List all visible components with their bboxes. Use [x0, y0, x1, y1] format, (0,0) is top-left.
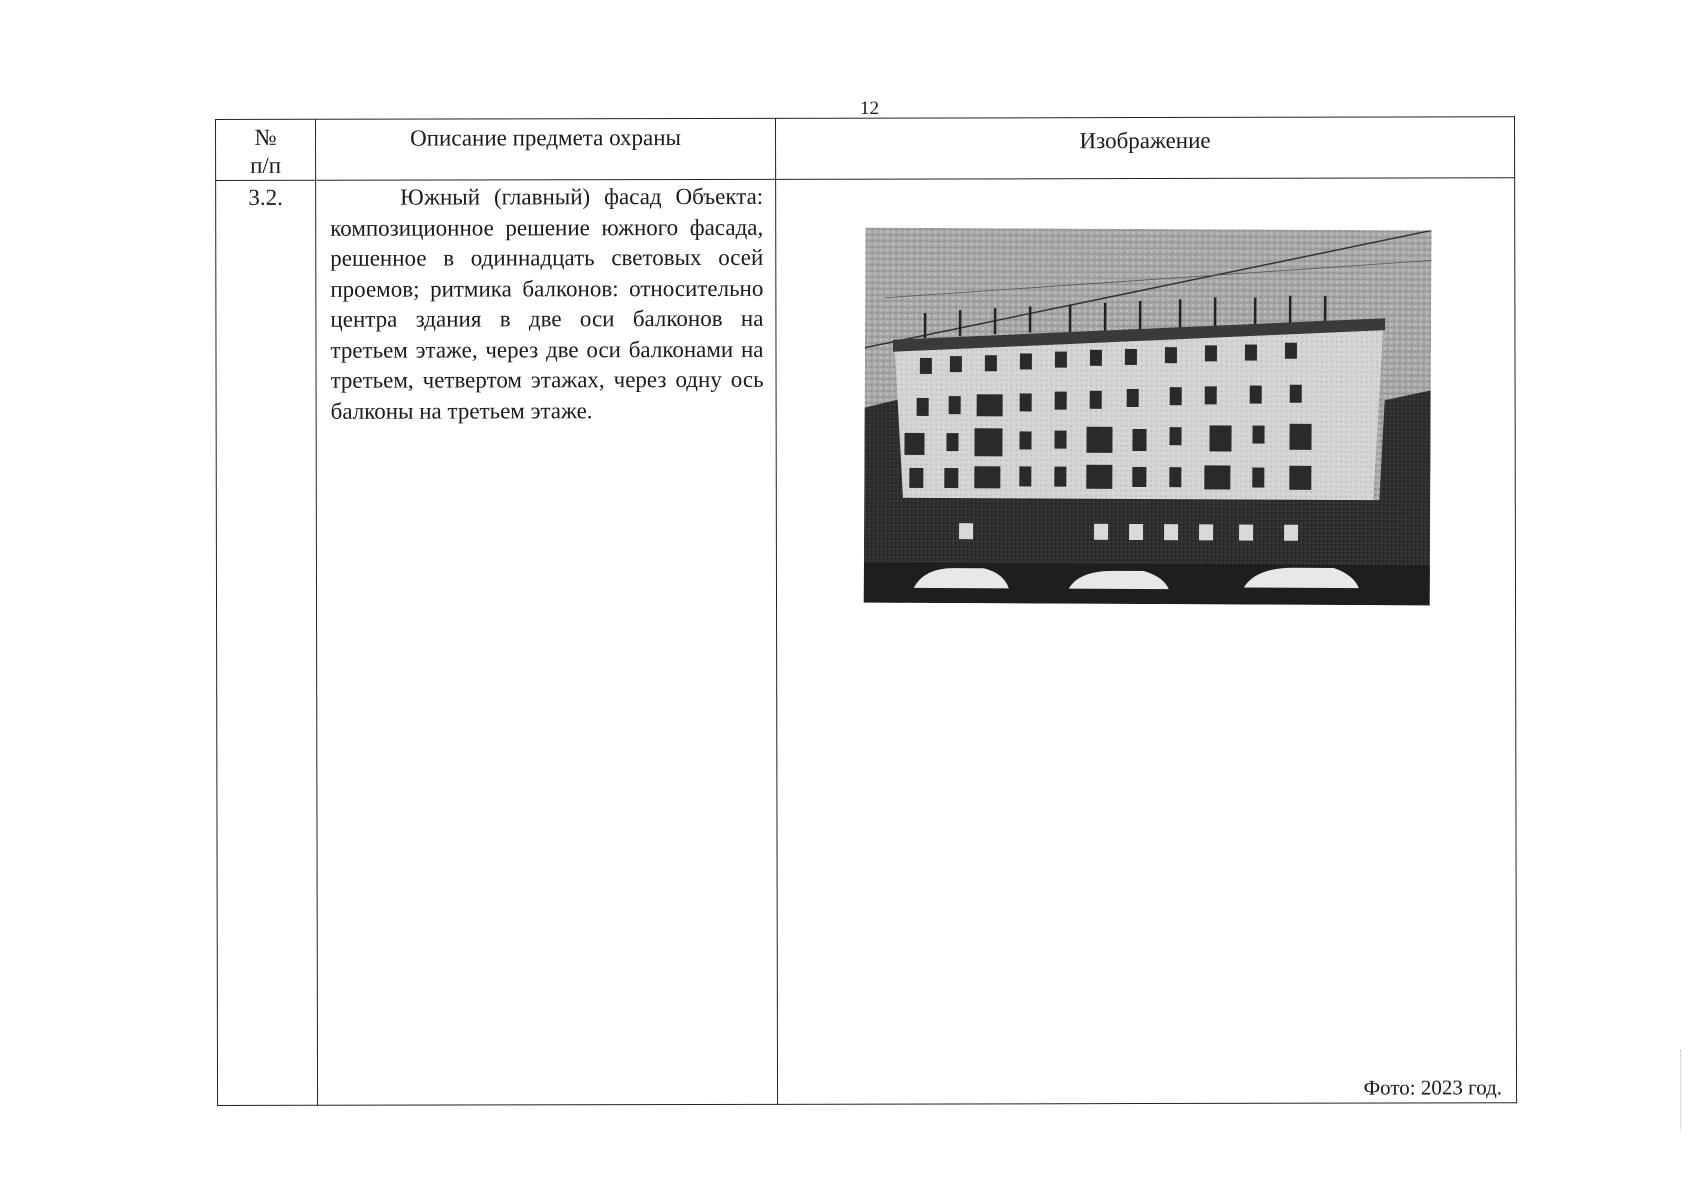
table-header-row: [216, 117, 1515, 181]
header-number: [216, 119, 316, 180]
row-number: 3.2.: [216, 180, 318, 1105]
header-number-label: п/п: [250, 152, 282, 178]
header-image: Изображение: [775, 117, 1514, 180]
table-row: [216, 178, 1517, 1106]
page-number: 12: [860, 98, 879, 119]
scan-margin-marks: [1680, 1050, 1683, 1130]
header-description: Описание предмета охраны: [316, 118, 776, 180]
photo-caption: Фото: 2023 год.: [1363, 1075, 1503, 1100]
row-description: Южный (главный) фасад Объекта: композиционное решение южного фасада, решенное в одиннадцать световых осей проемов; ритмика балконов: относительно центра здания в две оси балконов на третьем этаже, через две оси балконами на третьем, четвертом этажах, через одну ось балконы на третьем этаже.: [316, 179, 778, 1105]
row-image-cell: [776, 178, 1517, 1105]
building-photo: [864, 228, 1432, 606]
protection-table: [215, 116, 1517, 1106]
header-number-symbol: №: [254, 124, 277, 150]
